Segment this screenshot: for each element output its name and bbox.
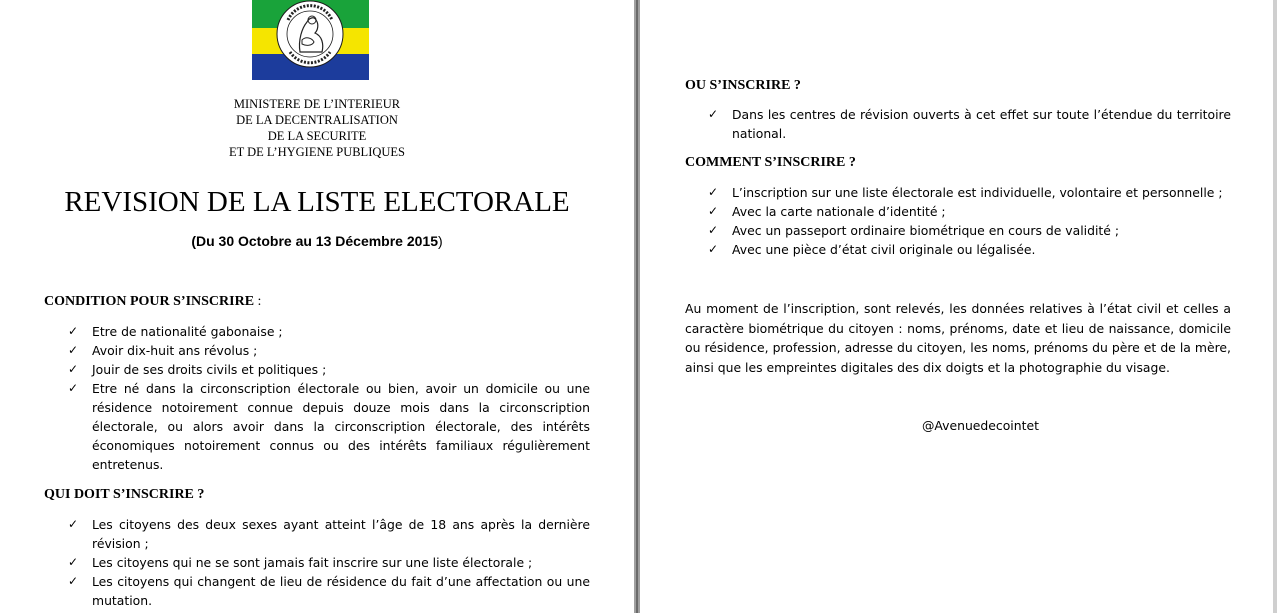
list-item (68, 322, 590, 341)
list-item-text: Avec une pièce d’état civil originale ou légalisée. (732, 242, 1036, 257)
list-item (68, 515, 590, 553)
list-item (708, 105, 1231, 143)
list-item-text: L’inscription sur une liste électorale est individuelle, volontaire et personnelle ; (732, 185, 1223, 200)
list-item-text: Les citoyens qui changent de lieu de résidence du fait d’une affectation ou une mutation. (92, 574, 590, 608)
left-page (0, 0, 634, 613)
page-divider (636, 0, 638, 613)
list-item (708, 221, 1231, 240)
checkmark-icon: ✓ (68, 343, 79, 357)
date-range-close: ) (438, 233, 443, 249)
list-item (708, 240, 1231, 259)
conditions-list (68, 322, 590, 474)
ministry-line: MINISTERE DE L’INTERIEUR (233, 97, 401, 111)
checkmark-icon: ✓ (708, 107, 719, 121)
heading-text: CONDITION POUR S’INSCRIRE (44, 294, 255, 309)
checkmark-icon: ✓ (68, 381, 79, 395)
section-heading-where: OU S’INSCRIRE ? (685, 78, 801, 93)
list-item-text: Les citoyens des deux sexes ayant atteint l’âge de 18 ans après la dernière révision ; (92, 517, 590, 551)
section-heading-conditions (44, 293, 261, 311)
document-title: REVISION DE LA LISTE ELECTORALE (64, 186, 570, 218)
list-item-text: Avec la carte nationale d’identité ; (732, 204, 946, 219)
date-range-subtitle (40, 233, 594, 249)
list-item-text: Avec un passeport ordinaire biométrique en cours de validité ; (732, 223, 1120, 238)
list-item (68, 572, 590, 610)
checkmark-icon: ✓ (708, 204, 719, 218)
checkmark-icon: ✓ (68, 362, 79, 376)
list-item (68, 553, 590, 572)
ministry-header (200, 96, 434, 160)
checkmark-icon: ✓ (68, 574, 79, 588)
signature-handle: @Avenuedecointet (922, 418, 1039, 433)
heading-suffix: : (254, 294, 262, 309)
who-list (68, 515, 590, 610)
list-item-text: Jouir de ses droits civils et politiques ; (92, 362, 327, 377)
checkmark-icon: ✓ (68, 555, 79, 569)
list-item-text: Avoir dix-huit ans révolus ; (92, 343, 258, 358)
section-heading-who: QUI DOIT S’INSCRIRE ? (44, 487, 205, 502)
list-item-text: Les citoyens qui ne se sont jamais fait inscrire sur une liste électorale ; (92, 555, 533, 570)
list-item-text: Dans les centres de révision ouverts à cet effet sur toute l’étendue du territoire national. (732, 107, 1231, 141)
list-item (68, 360, 590, 379)
right-page (640, 0, 1277, 613)
list-item (708, 202, 1231, 221)
checkmark-icon: ✓ (708, 223, 719, 237)
list-item (68, 379, 590, 474)
ministry-line: DE LA SECURITE (267, 129, 367, 143)
list-item-text: Etre né dans la circonscription électorale ou bien, avoir un domicile ou une résidence notoirement connue depuis douze mois dans la circonscription électorale, ou alors avoir dans la circonscription électorale, des intérêts économiques notoirement connus ou des intérêts familiaux régulièrement entretenus. (92, 381, 590, 472)
section-heading-how: COMMENT S’INSCRIRE ? (685, 155, 856, 170)
checkmark-icon: ✓ (68, 324, 79, 338)
gabon-coat-of-arms-emblem (252, 0, 369, 80)
checkmark-icon: ✓ (708, 242, 719, 256)
window-edge (1273, 0, 1277, 613)
checkmark-icon: ✓ (68, 517, 79, 531)
list-item-text: Etre de nationalité gabonaise ; (92, 324, 283, 339)
ministry-line: DE LA DECENTRALISATION (236, 113, 398, 127)
list-item (68, 341, 590, 360)
ministry-line: ET DE L’HYGIENE PUBLIQUES (228, 145, 406, 159)
checkmark-icon: ✓ (708, 185, 719, 199)
list-item (708, 183, 1231, 202)
how-list (708, 183, 1231, 259)
inscription-paragraph: Au moment de l’inscription, sont relevés, les données relatives à l’état civil et celles a caractère biométrique du citoyen : noms, prénoms, date et lieu de naissance, domicile ou résidence, profession, adresse du citoyen, les noms, prénoms du père et de la mère, ainsi que les empreintes digitales des dix doigts et la photographie du visage. (685, 301, 1231, 375)
date-range-text: (Du 30 Octobre au 13 Décembre 2015 (191, 233, 438, 249)
where-list (708, 105, 1231, 143)
